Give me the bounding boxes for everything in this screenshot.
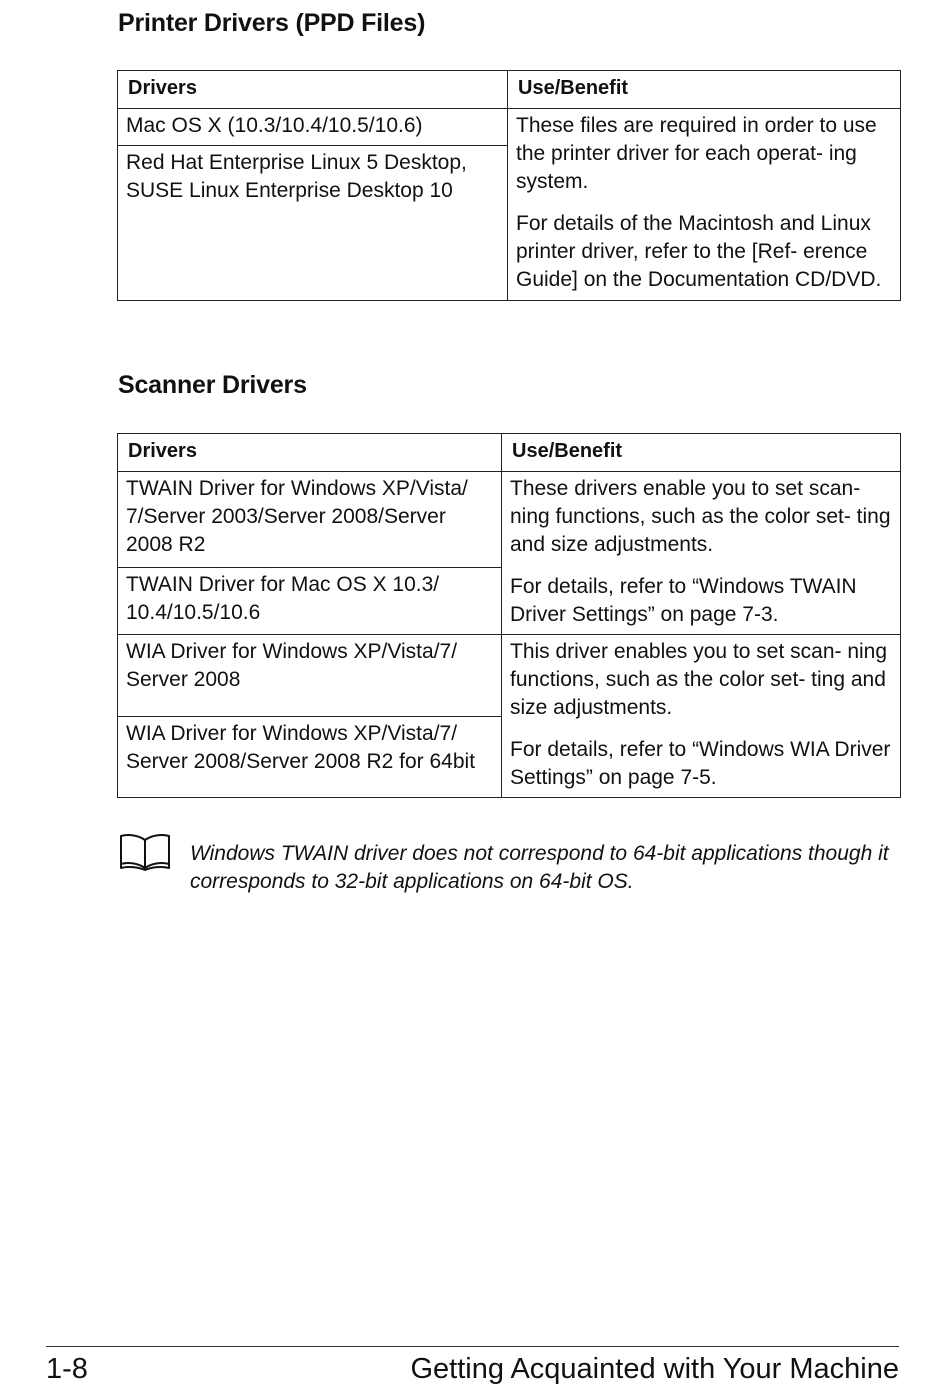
driver-cell: Mac OS X (10.3/10.4/10.5/10.6) [118,109,508,146]
use-benefit-cell [508,109,901,301]
table-header-row [118,434,901,472]
column-header-drivers: Drivers [118,434,502,472]
use-benefit-details: For details, refer to “Windows TWAIN Driver Settings” on page 7-3. [510,575,857,626]
use-benefit-text: This driver enables you to set scan- ning functions, such as the color set- ting and size adjustments. [510,640,888,719]
use-benefit-cell [502,635,901,798]
use-benefit-text: These files are required in order to use the printer driver for each operat- ing system. [516,114,877,193]
scanner-drivers-heading: Scanner Drivers [118,371,307,399]
note-text: Windows TWAIN driver does not correspond to 64-bit applications though it corresponds to 32-bit applications on 64-bit OS. [190,842,889,893]
driver-cell: Red Hat Enterprise Linux 5 Desktop, SUSE Linux Enterprise Desktop 10 [118,146,508,301]
use-benefit-details: For details of the Macintosh and Linux printer driver, refer to the [Ref- erence Guide] on the Documentation CD/DVD. [516,212,882,291]
driver-cell: WIA Driver for Windows XP/Vista/7/ Server 2008/Server 2008 R2 for 64bit [118,716,502,798]
column-header-use-benefit: Use/Benefit [508,71,901,109]
open-book-icon [118,832,172,872]
driver-cell: WIA Driver for Windows XP/Vista/7/ Server 2008 [118,635,502,717]
use-benefit-details: For details, refer to “Windows WIA Driver Settings” on page 7-5. [510,738,891,789]
footer-divider [46,1346,899,1347]
chapter-title: Getting Acquainted with Your Machine [410,1353,899,1385]
use-benefit-cell [502,472,901,635]
table-row [118,472,901,568]
table-row [118,109,901,146]
driver-cell: TWAIN Driver for Windows XP/Vista/ 7/Server 2003/Server 2008/Server 2008 R2 [118,472,502,568]
table-header-row [118,71,901,109]
printer-drivers-table [117,70,901,301]
use-benefit-text: These drivers enable you to set scan- ning functions, such as the color set- ting and size adjustments. [510,477,891,556]
column-header-drivers: Drivers [118,71,508,109]
driver-cell: TWAIN Driver for Mac OS X 10.3/ 10.4/10.5/10.6 [118,567,502,634]
column-header-use-benefit: Use/Benefit [502,434,901,472]
page-number: 1-8 [46,1353,88,1385]
printer-drivers-heading: Printer Drivers (PPD Files) [118,9,426,37]
scanner-drivers-table [117,433,901,798]
table-row [118,635,901,717]
